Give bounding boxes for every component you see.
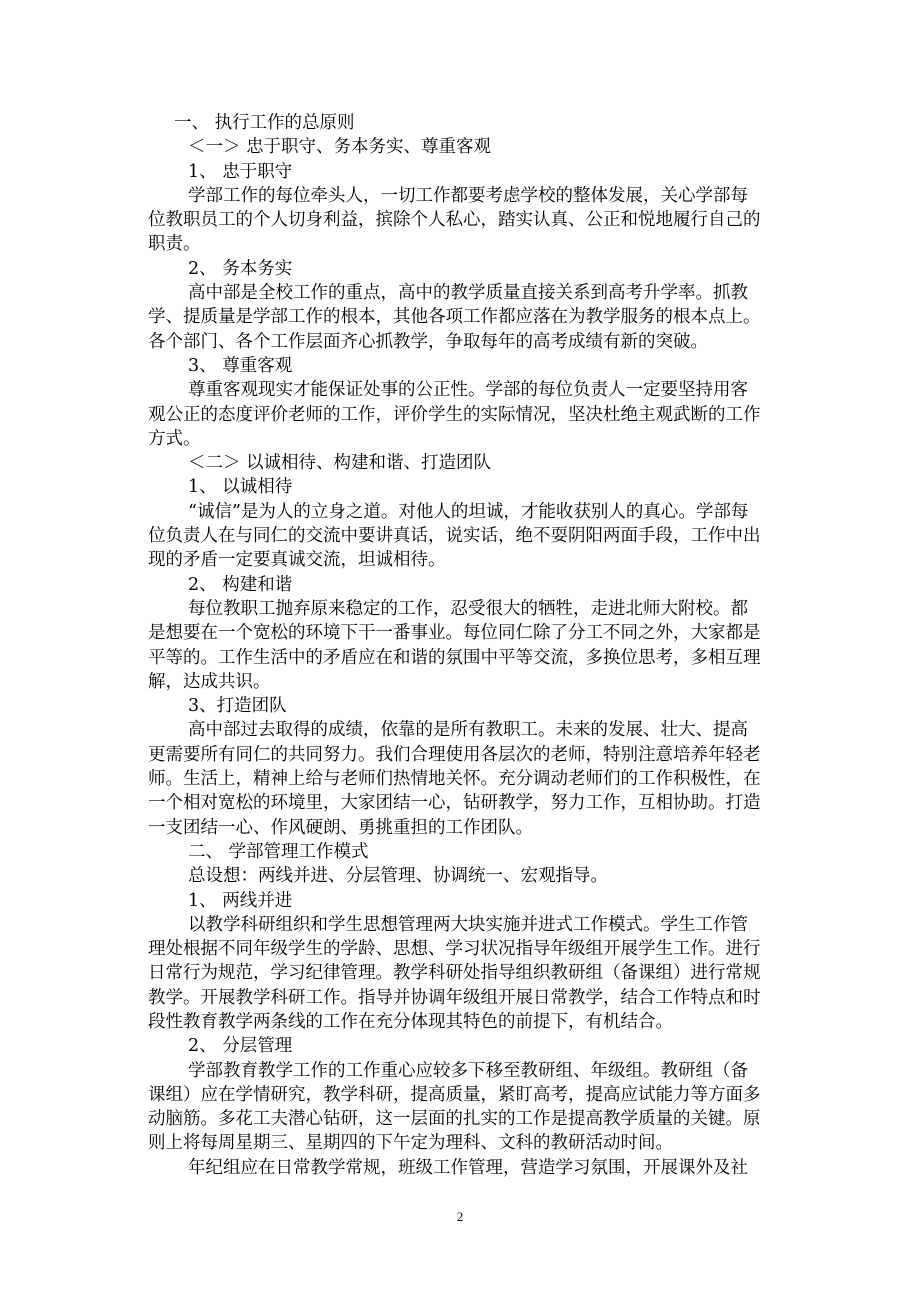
text-line: 位负责人在与同仁的交流中要讲真话，说实话，绝不耍阴阳两面手段，工作中出 [148, 526, 761, 547]
text-line: 动脑筋。多花工夫潜心钻研，这一层面的扎实的工作是提高教学质量的关键。原 [148, 1109, 761, 1130]
text-line: 一支团结一心、作风硬朗、勇挑重担的工作团队。 [148, 817, 533, 838]
page-number: 2 [456, 1209, 464, 1224]
text-line: 每位教职工抛弃原来稳定的工作，忍受很大的牺牲，走进北师大附校。都 [188, 598, 748, 619]
text-line: 各个部门、各个工作层面齐心抓教学，争取每年的高考成绩有新的突破。 [148, 331, 708, 352]
text-line: 日常行为规范，学习纪律管理。教学科研处指导组织教研组（备课组）进行常规 [148, 963, 761, 984]
text-line: 高中部过去取得的成绩，依靠的是所有教职工。未来的发展、壮大、提高 [188, 720, 748, 741]
text-line: 以教学科研组织和学生思想管理两大块实施并进式工作模式。学生工作管 [188, 914, 748, 935]
text-line: 是想要在一个宽松的环境下干一番事业。每位同仁除了分工不同之外，大家都是 [148, 623, 761, 644]
text-line: 职责。 [148, 234, 201, 255]
text-line: 师。生活上，精神上给与老师们热情地关怀。充分调动老师们的工作积极性，在 [148, 769, 761, 790]
text-line: 尊重客观现实才能保证处事的公正性。学部的每位负责人一定要坚持用客 [188, 380, 748, 401]
text-line: 3、打造团队 [188, 696, 287, 717]
text-line: 一、 执行工作的总原则 [174, 113, 355, 133]
text-line: 课组）应在学情研究，教学科研，提高质量，紧盯高考，提高应试能力等方面多 [148, 1084, 761, 1105]
text-line: 3、 尊重客观 [188, 355, 293, 376]
text-line: ＜一＞ 忠于职守、务本务实、尊重客观 [188, 137, 492, 158]
text-line: 理处根据不同年级学生的学龄、思想、学习状况指导年级组开展学生工作。进行 [148, 939, 761, 960]
text-line: 1、 忠于职守 [188, 161, 293, 182]
text-line: 学、提质量是学部工作的根本，其他各项工作都应落在为教学服务的根本点上。 [148, 307, 761, 328]
text-line: ＜二＞ 以诚相待、构建和谐、打造团队 [188, 453, 492, 474]
document-body [148, 111, 808, 1180]
text-line: 则上将每周星期三、星期四的下午定为理科、文科的教研活动时间。 [148, 1133, 673, 1154]
text-line: 段性教育教学两条线的工作在充分体现其特色的前提下，有机结合。 [148, 1011, 673, 1032]
text-line: 二、 学部管理工作模式 [188, 841, 369, 862]
text-line: 一个相对宽松的环境里，大家团结一心，钻研教学，努力工作，互相协助。打造 [148, 793, 761, 814]
text-line: 位教职员工的个人切身利益，摈除个人私心，踏实认真、公正和悦地履行自己的 [148, 210, 761, 231]
text-line: 高中部是全校工作的重点，高中的教学质量直接关系到高考升学率。抓教 [188, 283, 748, 304]
text-line: 年纪组应在日常教学常规，班级工作管理，营造学习氛围，开展课外及社 [188, 1157, 748, 1178]
text-line: 总设想：两线并进、分层管理、协调统一、宏观指导。 [188, 866, 608, 887]
text-line: 现的矛盾一定要真诚交流，坦诚相待。 [148, 550, 446, 571]
text-line: 平等的。工作生活中的矛盾应在和谐的氛围中平等交流，多换位思考，多相互理 [148, 647, 761, 668]
text-line: 学部教育教学工作的工作重心应较多下移至教研组、年级组。教研组（备 [188, 1060, 748, 1081]
text-line: 2、 构建和谐 [188, 574, 293, 595]
text-line: 1、 两线并进 [188, 890, 293, 911]
text-line: 2、 分层管理 [188, 1036, 293, 1057]
text-line: 学部工作的每位牵头人，一切工作都要考虑学校的整体发展，关心学部每 [188, 185, 748, 206]
text-line: 更需要所有同仁的共同努力。我们合理使用各层次的老师，特别注意培养年轻老 [148, 744, 761, 765]
text-line: 方式。 [148, 428, 201, 449]
text-line: 教学。开展教学科研工作。指导并协调年级组开展日常教学，结合工作特点和时 [148, 987, 761, 1008]
text-line: “诚信”是为人的立身之道。对他人的坦诚，才能收获别人的真心。学部每 [188, 501, 749, 522]
text-line: 观公正的态度评价老师的工作，评价学生的实际情况，坚决杜绝主观武断的工作 [148, 404, 761, 425]
text-line: 2、 务本务实 [188, 258, 293, 279]
text-line: 解，达成共识。 [148, 671, 271, 692]
text-line: 1、 以诚相待 [188, 477, 293, 498]
